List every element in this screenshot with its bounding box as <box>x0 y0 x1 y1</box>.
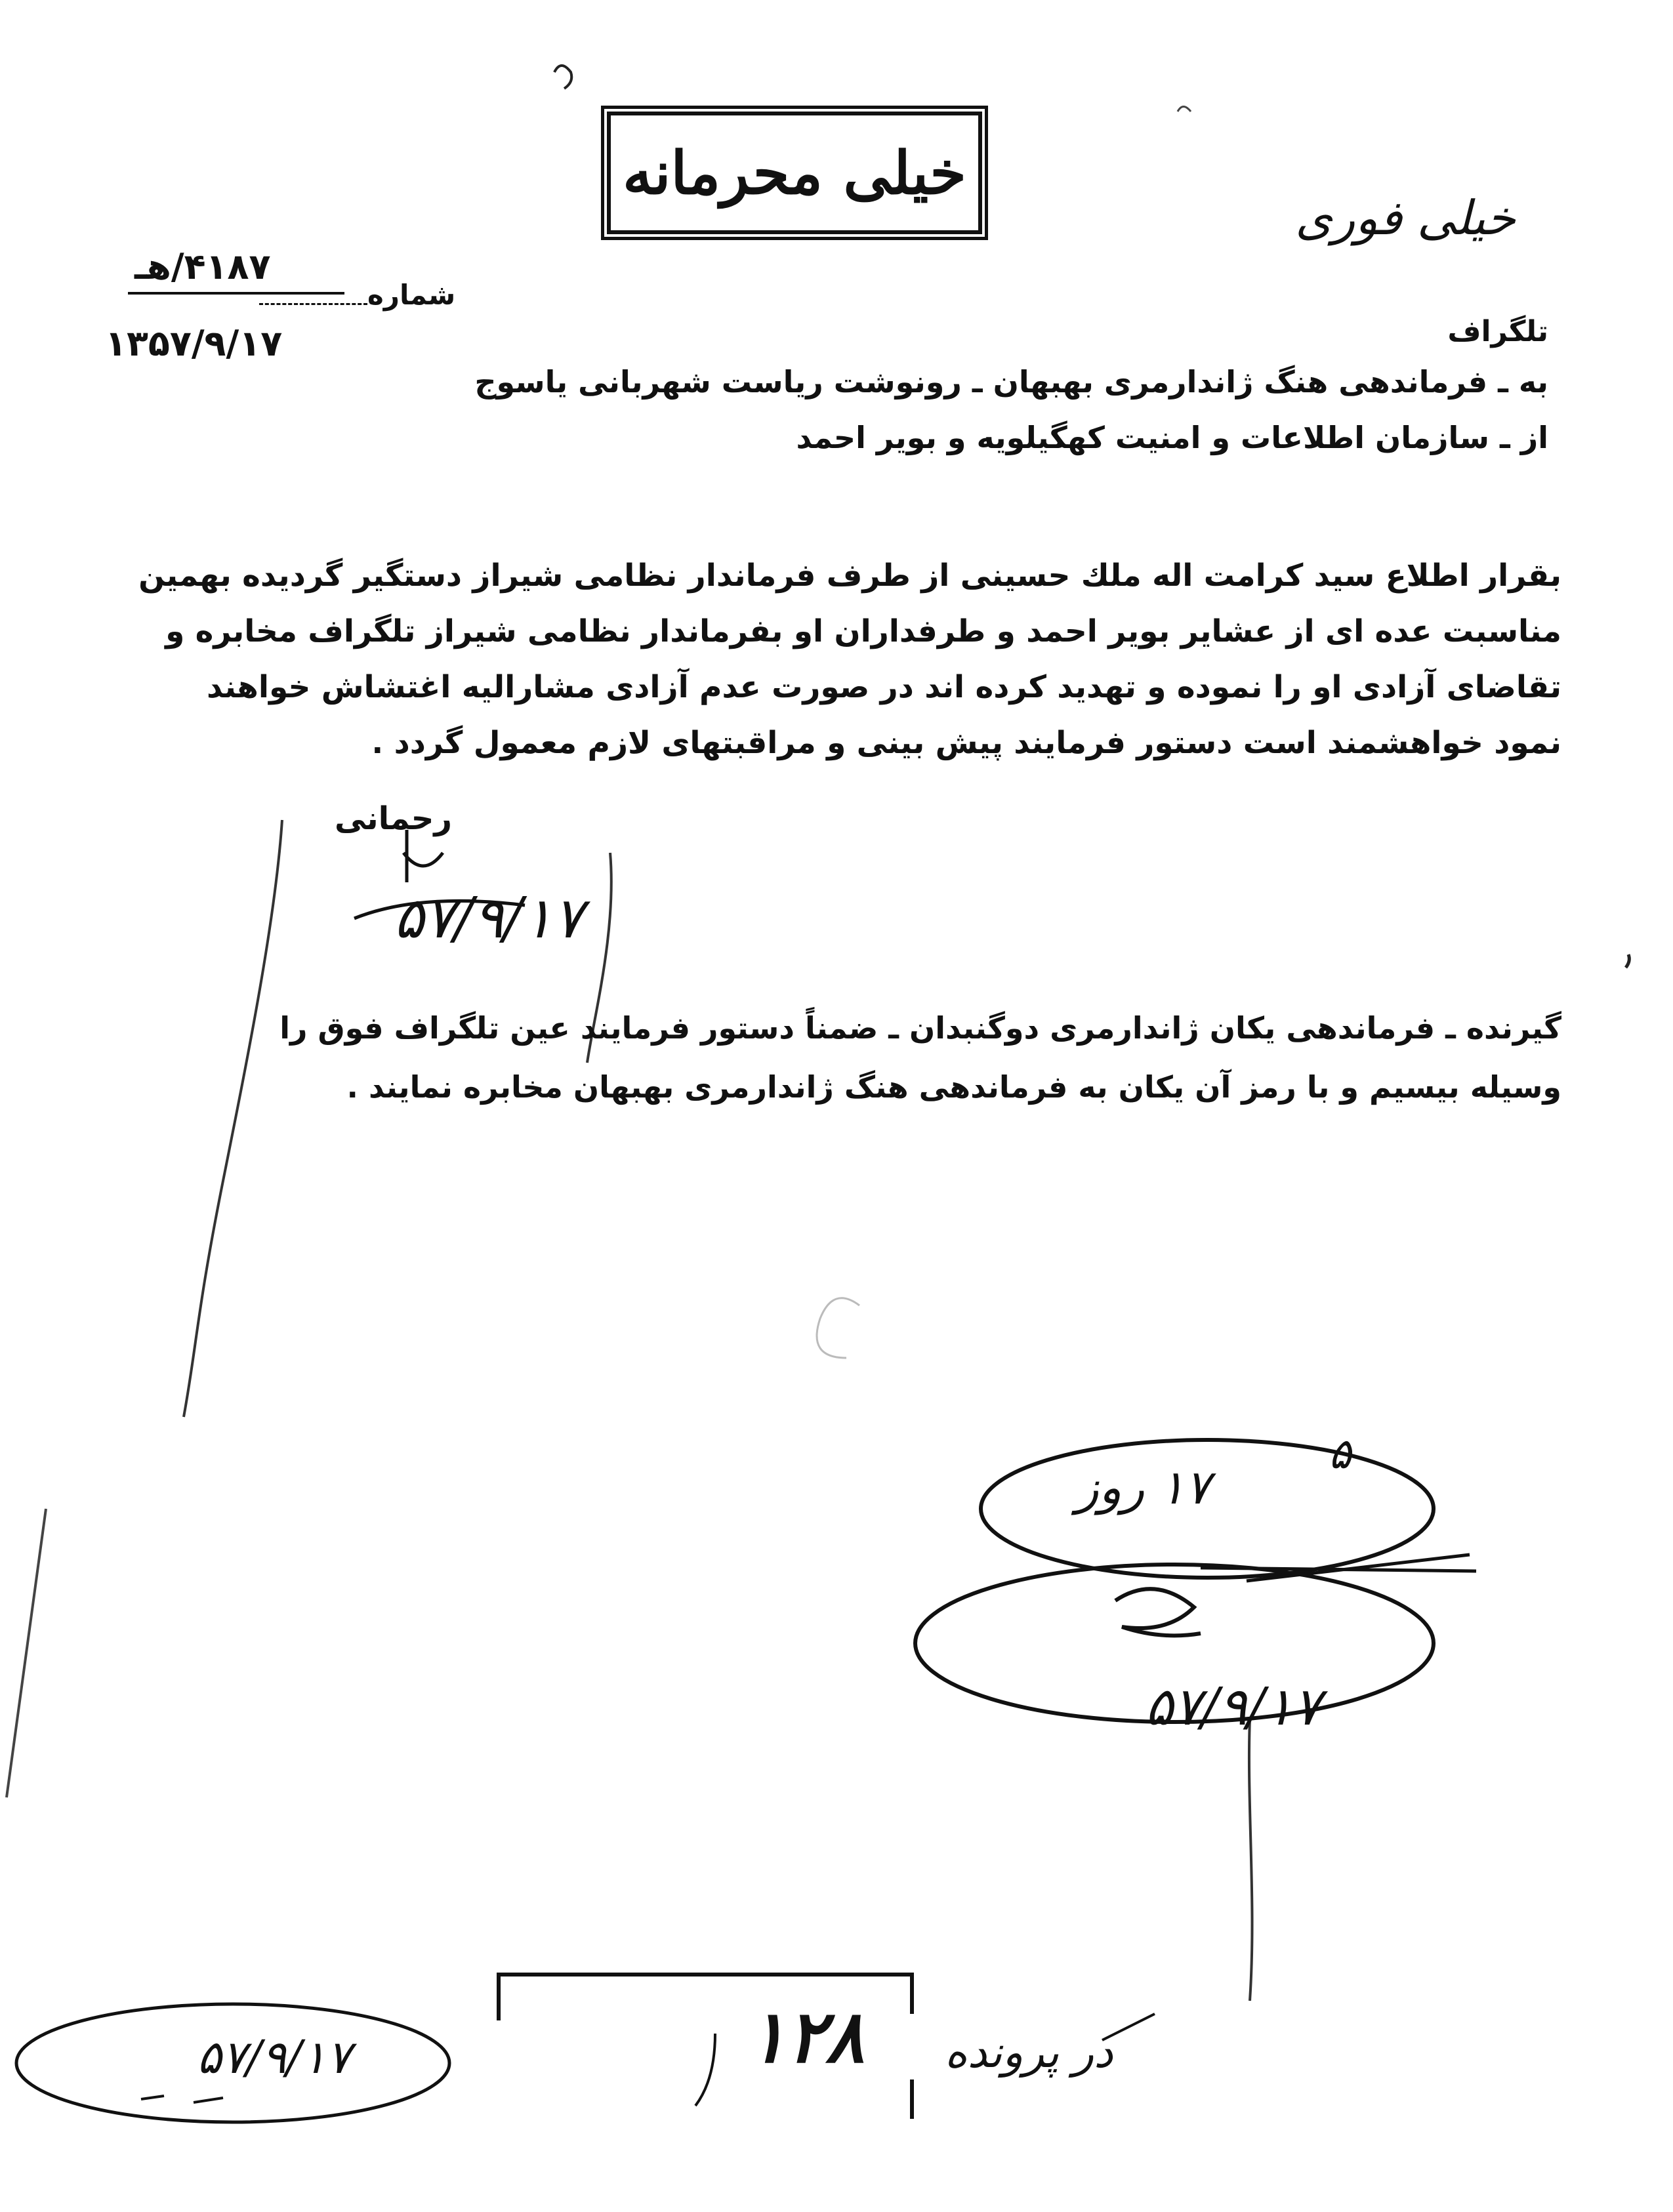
faint-mark <box>817 1298 859 1358</box>
stamp-number: ۵ <box>1329 1430 1352 1479</box>
footer-date: ۵۷/۹/۱۷ <box>197 2030 352 2084</box>
sender-line: از ـ سازمان اطلاعات و امنیت کهگیلویه و بویر احمد <box>796 420 1548 455</box>
recipient-line: گیرنده ـ فرماندهی یکان ژاندارمری دوگنبدان ـ ضمناً دستور فرمایند عین تلگراف فوق را <box>279 1010 1561 1046</box>
ink-mark <box>554 66 571 89</box>
body-line: بقرار اطلاع سید کرامت اله ملك حسینی از طرف فرماندار نظامی شیراز دستگیر گردیده بهمین <box>138 558 1561 594</box>
stamp-text: ۱۷ روز <box>1076 1460 1210 1515</box>
ink-mark <box>141 2096 223 2102</box>
body-line: تقاضای آزادی او را نموده و تهدید کرده اند در صورت عدم آزادی مشارالیه اغتشاش خواهند <box>206 669 1561 705</box>
document-date: ۱۳۵۷/۹/۱۷ <box>105 323 283 364</box>
number-dotted-line <box>259 303 367 305</box>
addressee-line: به ـ فرماندهی هنگ ژاندارمری بهبهان ـ رونوشت ریاست شهربانی یاسوج <box>474 364 1548 399</box>
document-number: ۴۱۸۷/هـ <box>134 246 271 287</box>
footer-number: ۱۲۸ <box>748 1994 865 2079</box>
pen-stroke <box>1249 1719 1252 2001</box>
stamp-scribble <box>1115 1589 1201 1635</box>
classification-label: خیلی محرمانه <box>623 138 966 208</box>
ink-mark <box>1178 107 1191 112</box>
urgency-note: خیلی فوری <box>1295 190 1516 245</box>
telegraph-label: تلگراف <box>1447 315 1548 348</box>
number-underline <box>128 292 344 295</box>
footer-file-note: در پرونده <box>945 2027 1113 2078</box>
body-line: مناسبت عده ای از عشایر بویر احمد و طرفداران او بفرماندار نظامی شیراز تلگراف مخابره و <box>165 613 1561 649</box>
ink-mark <box>695 2034 715 2106</box>
signer-name: رحمانی <box>335 800 453 837</box>
signature-date: ۵۷/۹/۱۷ <box>394 886 583 951</box>
pen-stroke <box>7 1509 46 1797</box>
pen-stroke <box>184 820 282 1417</box>
recipient-line: وسیله بیسیم و با رمز آن یکان به فرماندهی هنگ ژاندارمری بهبهان مخابره نمایند . <box>346 1069 1561 1105</box>
ink-mark <box>1626 954 1629 968</box>
number-label: شماره <box>367 279 456 311</box>
classification-box <box>607 112 982 234</box>
body-line: نمود خواهشمند است دستور فرمایند پیش بینی و مراقبتهای لازم معمول گردد . <box>371 725 1561 761</box>
stamp-date: ۵۷/۹/۱۷ <box>1145 1676 1321 1737</box>
